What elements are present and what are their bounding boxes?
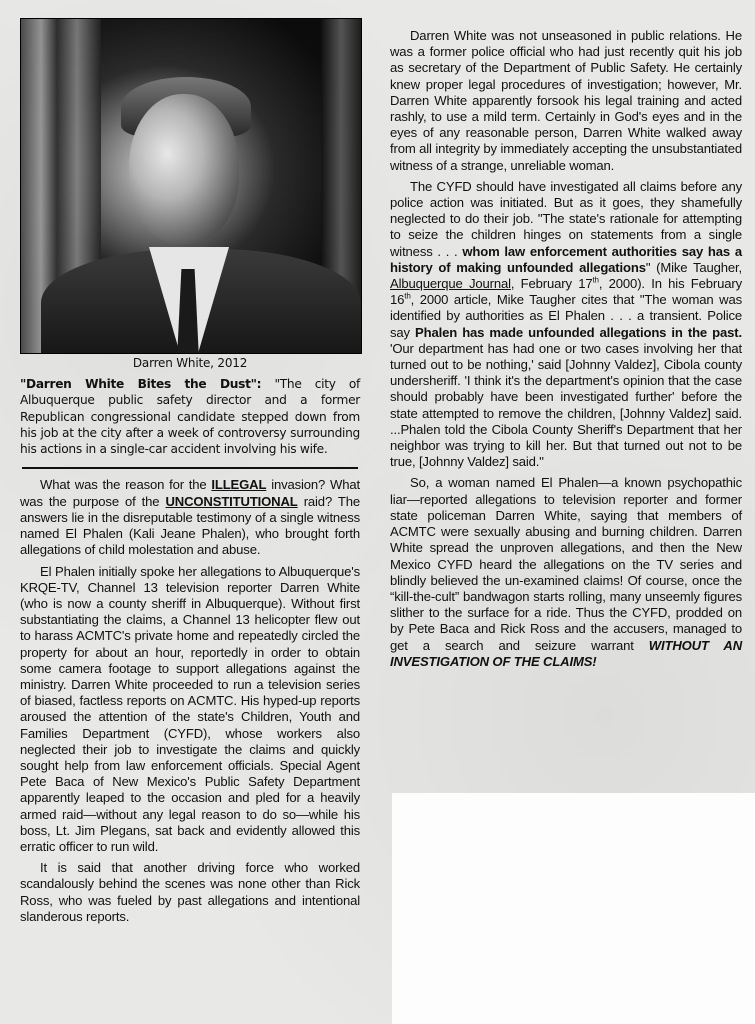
paragraph-text: 'Our department has had one or two cases involving her that turned out to be nothing,' said [Johnny Valdez], Cibola county undersheriff. 'I think it's the department's opinion that the case should probably have been investigated further' before the state attempted to remove the children, [Johnny Valdez] said. ...Phalen told the Cibola County Sheriff's Department that her neighbor was trying to kill her. But that turned out not to be true, [Johnny Valdez] said." — [390, 340, 742, 470]
paragraph-text: So, a woman named El Phalen—a known psychopathic liar—reported allegations to television reporter and former state policeman Darren White, saying that members of ACMTC were sexually abusing and burning children. Darren White spread the unproven allegations, and then the New Mexico CYFD heard the allegations on the TV series and blindly believed the un-examined claims! Of course, once the “kill-the-cult” bandwagon starts rolling, many unseemly figures slither to the surface for a ride. Thus the CYFD, prodded on by Pete Baca and Rick Ross and the accusers, managed to get a search and seizure warrant — [390, 475, 742, 653]
paragraph-text: , February 17 — [510, 276, 593, 292]
left-article-body — [20, 477, 360, 924]
paragraph-text: What was the reason for the — [40, 477, 212, 493]
emphasis-text: Phalen has made unfounded allegations in the past. — [415, 324, 742, 340]
paragraph-text: raid? The answers lie in the disreputable testimony of a single witness named El Phalen (Kali Jeane Phalen), who brought forth allegations of child molestation and abuse. — [20, 493, 360, 558]
paragraph-text: invasion? What was the purpose of the — [20, 477, 360, 509]
emphasis-text: ILLEGAL — [211, 477, 267, 493]
emphasis-text: th — [404, 291, 411, 301]
photo-caption: Darren White, 2012 — [132, 356, 248, 370]
paragraph-text: Darren White was not unseasoned in public relations. He was a former police official who had just recently quit his job as secretary of the Department of Public Safety. He certainly knew proper legal procedures of investigation; however, Mr. Darren White apparently forsook his legal training and acted rashly, to use a mild term. Certainly in God's eyes and in the eyes of any reasonable person, Darren White walked away from all integrity by immediately accepting the unsubstantiated witness of a strange, unreliable woman. — [390, 28, 742, 173]
article-paragraph — [390, 475, 742, 669]
paragraph-text: The CYFD should have investigated all claims before any police action was initiated. But as it goes, they shamefully neglected to do their job. "The state's rationale for attempting to seize the children hinges on statements from a single witness . . . — [390, 178, 742, 259]
blank-paper-area — [392, 793, 755, 1024]
sidebar-quote — [20, 376, 360, 457]
article-paragraph — [20, 477, 360, 558]
paragraph-text: , 2000 article, Mike Taugher cites that "The woman was identified by authorities as El Phalen . . . a transient. Police say — [390, 292, 742, 340]
emphasis-text: th — [592, 275, 599, 285]
paragraph-text: " (Mike Taugher, — [645, 259, 742, 275]
right-article-body — [390, 28, 742, 670]
article-paragraph — [20, 564, 360, 856]
right-column — [390, 28, 742, 675]
left-column — [20, 18, 360, 930]
emphasis-text: UNCONSTITUTIONAL — [165, 493, 298, 509]
article-paragraph — [390, 28, 742, 174]
portrait-photo — [20, 18, 362, 354]
photo-face — [129, 94, 239, 244]
article-paragraph — [20, 860, 360, 925]
emphasis-text: WITHOUT AN INVESTIGATION OF THE CLAIMS! — [390, 637, 742, 669]
paragraph-text: , 2000). In his February 16 — [390, 276, 742, 308]
section-divider — [22, 467, 358, 469]
paragraph-text: It is said that another driving force who worked scandalously behind the scenes was none other than Rick Ross, who was fueled by past allegations and intentional slanderous reports. — [20, 860, 360, 924]
paragraph-text: El Phalen initially spoke her allegations to Albuquerque's KRQE-TV, Channel 13 television reporter Darren White (who is now a county sheriff in Albuquerque). Without first substantiating the claims, a Channel 13 helicopter flew out to harass ACMTC's private home and repeatedly circled the property for about an hour, reportedly in order to obtain some camera footage to support allegations against the ministry. Darren White proceeded to run a television series of biased, factless reports on ACMTC. His hyped-up reports aroused the attention of the state's Children, Youth and Families Department (CYFD), whose workers also neglected their job to investigate the claims and quickly sought help from law enforcement officials. Special Agent Pete Baca of New Mexico's Public Safety Department apparently leaped to the occasion and pled for a heavily armed raid—without any legal reason to do so—while his boss, Lt. Jim Plegans, sat back and evidently allowed this erratic officer to run wild. — [20, 563, 360, 854]
publication-title: Albuquerque Journal — [390, 276, 511, 292]
emphasis-text: whom law enforcement authorities say has a history of making unfounded allegations — [390, 243, 742, 275]
sidebar-headline: "Darren White Bites the Dust": — [20, 377, 262, 391]
article-paragraph — [390, 179, 742, 471]
sidebar-quote-text: "The city of Albuquerque public safety director and a former Republican congressional candidate stepped down from his job at the city after a week of controversy surrounding his actions in a single-car accident involving his wife. — [20, 377, 360, 457]
